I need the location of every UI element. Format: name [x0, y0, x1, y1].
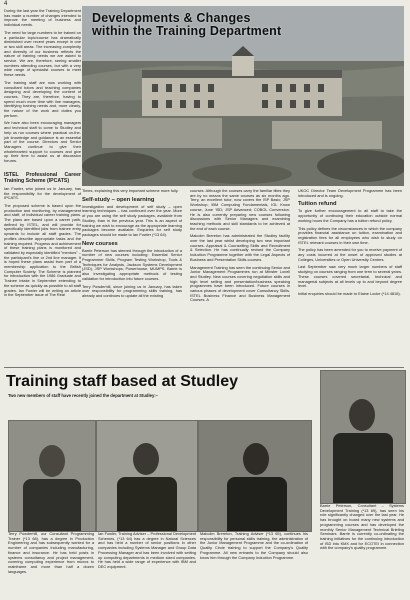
article-title-line: Developments & Changes — [92, 11, 251, 25]
article-title — [92, 12, 392, 38]
section-divider — [4, 367, 404, 368]
section-heading: Tuition refund — [298, 201, 337, 208]
intro-paragraph: During the last year the Training Department has made a number of changes intended to improve the meeting of business and individual needs. — [4, 8, 81, 28]
paragraph: Malcolm Brereton has administrated the Studley facility over the last year whilst developing two new important courses. Appraisal & Counselling Skills and Recruitment & Selection. He has continually revised the Company Induction Programme together with the Legal Aspects of Business and Presentation Skills courses. — [190, 233, 290, 262]
aerial-photo — [82, 6, 404, 186]
paragraph: UKOC Director Team Development Programme has been introduced and is ongoing. — [298, 188, 402, 198]
ipcats-paragraph: Ian Fowler, who joined us in January, has the responsibility for the development of IPCATS. — [4, 185, 81, 201]
paragraph: To give further encouragement to all staff to take the opportunity of continuing their education outside normal working hours the Company has a tuition refund policy. — [298, 208, 402, 223]
staff-photo — [8, 420, 96, 532]
paragraph: Last September saw very much larger numbers of staff studying on courses ranging from one term to several years. These courses covered secretarial, technical and managerial subjects at all levels up to and beyond degree level. — [298, 264, 402, 289]
article-column — [82, 189, 182, 302]
staff-photo — [320, 370, 406, 504]
paragraph: Investigation and development of self study – open learning techniques – has continued over the year. More of you are using the self study packages, available from Studley, than in the previous year. This is an aspect of training we wish to encourage as the appropriate learning packages become available. Enquiries for self study packages should be made to Ian Fowler (*13 64). — [82, 203, 182, 237]
paragraph: courses. Although the courses carry the familiar titles they are by no means the same courses as six months ago. Terry, an excellent tutor, now covers the ISP Basic; JSP Workshop; IBM Computing Fundamentals, IGL Know course, June 'ISD; JSP Advanced; COBOL Conversion. He is also currently preparing new courses following discussions with Senior Managers and examining teaching methods and skill standards to be achieved at the end of each course. — [190, 188, 290, 231]
paragraph: Barrie Peterson has steered through the introduction of a number of new courses including: Essential Senior Programmer Skills, Program Testing Workshop, Tools & Techniques for Analysts, Jackson Systems Development (JSD), JSP Workshops, Powerhouse, MUMPS. Barrie is also investigating appropriate methods of testing validation for introduction into future courses. — [82, 247, 182, 281]
ipcats-paragraph: The proposed scheme is based upon the production and monitoring, by management and staff, of individual career training plans. The plans are based upon a career path, defined by ISTEL, and will provide for specifically identified jobs from trainee entry upwards to include all staff grades. The profiles describe appropriate tasks and the training required. Progress and achievement of these training plans is monitored and validated by especially identified "mentors" – the participant's line or 2nd line manager. It is hoped these plans assist from part of a membership application to the British Computer Society. The Scheme is planned for introduction with the 1986 Graduate and Trainee intake in September extending to the scheme as quickly as possible to all staff grades. Ian Fowler will be writing an article in the September issue of The Real — [4, 202, 81, 298]
paragraph: This policy defines the circumstances in which the company provides financial assistance on tuition, examination and registration fees for all employees who wish to study on ISTEL relevant courses in their own time. — [298, 225, 402, 245]
paragraph: The policy has been amended for you to receive payment of any costs incurred at the onset of approved studies at Colleges, Universities or Open University Centres. — [298, 247, 402, 262]
staff-section-subtitle: Two new members of staff have recently joined the department at Studley:– — [8, 393, 159, 398]
intro-paragraph: The need for large numbers to be trained on a particular topic/course has dramatically diminished over recent years except in one or two skill areas. The increasing complexity and diversity of our business reflects the nature of training needs we are asked to service. We are, therefore, seeing smaller numbers attending courses, but with a very wide range of specialist courses to meet these needs. — [4, 29, 81, 78]
section-heading: New courses — [82, 240, 118, 247]
article-title-line: within the Training Department — [92, 24, 282, 38]
staff-caption: Terry Powderhill, our Consultant Programming Trainer (*13 68), has a degree in Production Engineering and has subsequently worked for a number of companies including manufacturing, finance and insurance. He has held posts in systems consultancy and project management, covering computing experience from micros to mainframe and more than half a dozen languages. — [8, 531, 94, 574]
ipcats-heading: ISTEL Professional Career Training Scheme (IPCATS) — [4, 171, 81, 184]
staff-photo — [96, 420, 198, 532]
paragraph: Terry Powderhill, since joining us in January, has taken over responsibility for programming skills training, has already and continues to update all the existing — [82, 283, 182, 298]
staff-section-title: Training staff based at Studley — [6, 373, 239, 390]
staff-photo — [198, 420, 312, 532]
staff-caption: Ian Fowler, Training Adviser – Professional Development Schemes, (*13 64) has a degree in Natural Sciences and has held a number of senior positions in other companies including Systems Manager and Group Data Processing Manager and has been involved with setting up computing departments in medium sized companies. He has held a wide range of experience with IBM and DEC equipment. — [98, 531, 196, 569]
paragraph: Times, explaining this very important scheme more fully. — [82, 188, 179, 193]
paragraph: Management Training has seen the continuing Senior and Junior Management Programmes run at Minster Lovell and Studley. New courses covering negotiation skills and high level selling and presentation/business speaking programmes have been introduced. Future courses in various phases of development cover Consultancy Skills, ISTEL Business Finance and Business Management Courses. A — [190, 264, 290, 303]
intro-paragraph: We have also been encouraging managers and technical staff to come to Studley and help us run courses where practical on-the-job knowledge and guidance is an essential part of the course. Directors and Senior Managers continue to give their wholehearted support to courses and give up their time to assist us at discussion forums. — [4, 120, 81, 164]
page-number: 4 — [4, 1, 8, 7]
paragraph: Initial enquiries should be made to Elaine Locke (*14 4818). — [298, 290, 401, 296]
intro-paragraph: The training staff are now working with consultant tutors and teaching companies designing and developing the content of courses. They are, therefore, having to spend much more time with line managers, identifying training needs and, more clearly, the nature of the work and duties you perform. — [4, 79, 81, 118]
staff-caption: Barrie Peterson, Consultant – Systems Development Training (*13 69), has seen his role significantly changed over the last year. He has brought on board many new systems and programming courses and has developed the monthly Senior Management Technical Briefing Seminars. Barrie is currently co-ordinating the training initiatives for the continuing introduction of ISD into KMX and for ECOTEI in connection with the company's quality programme. — [320, 503, 404, 551]
article-column — [190, 189, 290, 306]
intro-column — [4, 9, 81, 301]
staff-caption: Malcolm Brereton, Training Adviser (*13 65), continues his responsibility for personal skills training, the administration of the Junior Management Programme and the co-ordination of Quality Circle training to support the Company's Quality Programme. All new entrants to the Company should also know him through the Company Induction Programme. — [200, 531, 308, 560]
article-column — [298, 189, 402, 300]
article-body — [82, 189, 404, 361]
section-heading: Self-study – open learning — [82, 196, 155, 203]
